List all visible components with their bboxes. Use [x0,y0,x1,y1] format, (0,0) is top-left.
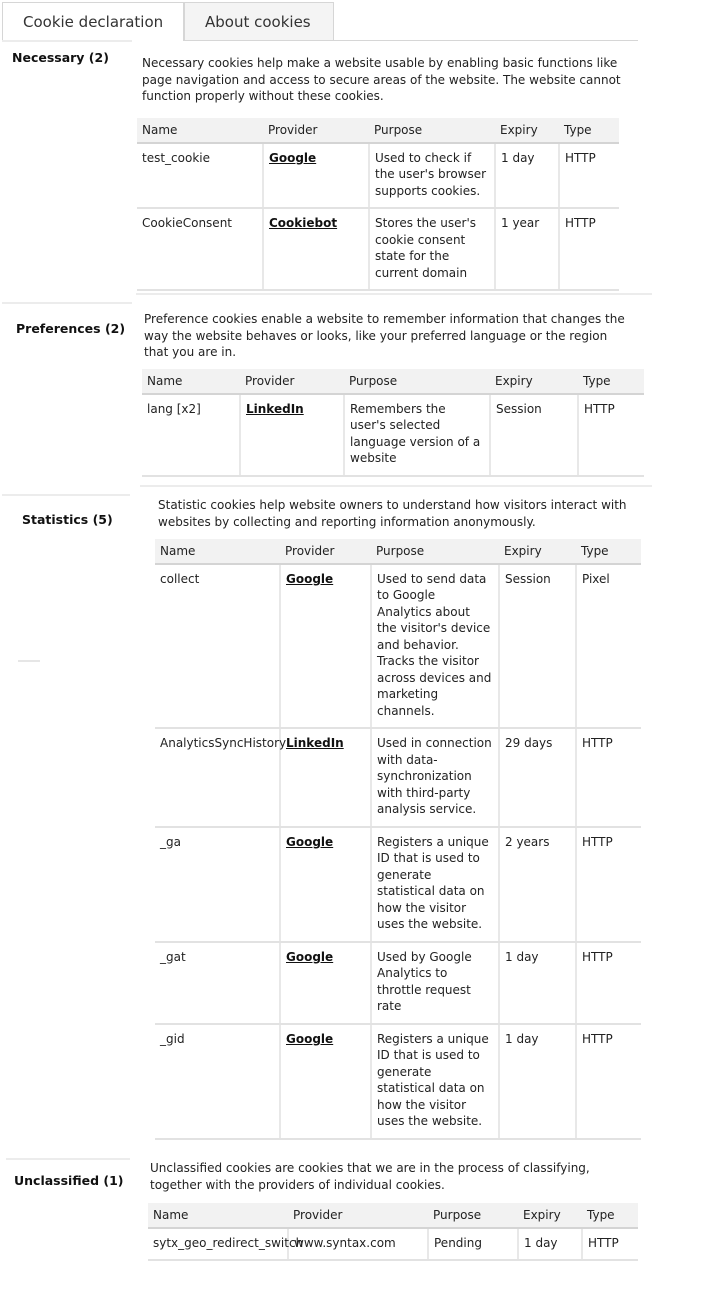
cookie-name-cell: CookieConsent [137,208,263,290]
column-header-name: Name [148,1203,288,1228]
tab-cookie-declaration[interactable]: Cookie declaration [2,2,184,41]
tab-bar [2,2,638,41]
cookie-provider-cell [280,564,371,729]
cookie-provider-cell [263,208,369,290]
cookie-purpose-cell: Used to check if the user's browser supports cookies. [369,143,495,209]
cookie-provider-cell [280,827,371,942]
cookie-provider-cell [280,942,371,1024]
cookie-expiry-cell: Session [499,564,576,729]
cookie-purpose-cell: Registers a unique ID that is used to generate statistical data on how the visitor uses the website. [371,827,499,942]
column-header-name: Name [155,539,280,564]
cookie-provider-cell: www.syntax.com [288,1228,428,1261]
cookie-purpose-cell: Used by Google Analytics to throttle request rate [371,942,499,1024]
statistics-cookie-table [155,539,641,1140]
provider-link[interactable]: Google [286,571,334,586]
provider-link[interactable]: Google [286,949,334,964]
cookie-expiry-cell: 1 day [518,1228,582,1261]
column-header-purpose: Purpose [371,539,499,564]
cookie-type-cell: HTTP [582,1228,638,1261]
cookie-expiry-cell: 1 day [499,942,576,1024]
category-statistics-title: Statistics (5) [22,512,113,527]
cookie-type-cell: HTTP [576,827,641,942]
provider-link[interactable]: Cookiebot [269,216,338,230]
category-preferences-description: Preference cookies enable a website to remember information that changes the way the website behaves or looks, like your preferred language or the region that you are in. [144,312,625,359]
cookie-provider-cell [240,394,344,476]
table-row [148,1228,638,1261]
column-header-type: Type [578,369,644,394]
cookie-type-cell: HTTP [576,1024,641,1139]
cookie-name-cell: sytx_geo_redirect_switch [148,1228,288,1261]
column-header-provider: Provider [280,539,371,564]
cookie-name-cell: _gid [155,1024,280,1139]
cookie-purpose-cell: Registers a unique ID that is used to generate statistical data on how the visitor uses the website. [371,1024,499,1139]
column-header-expiry: Expiry [518,1203,582,1228]
preferences-cookie-table [142,369,644,477]
category-statistics-description: Statistic cookies help website owners to understand how visitors interact with websites by collecting and reporting information anonymously. [158,498,627,529]
column-header-type: Type [559,118,619,143]
table-row [155,564,641,729]
cookie-expiry-cell: 2 years [499,827,576,942]
cookie-name-cell: test_cookie [137,143,263,209]
stray-line [18,660,40,662]
cookie-expiry-cell: 1 day [499,1024,576,1139]
section-separator [136,293,652,295]
table-row [155,1024,641,1139]
column-header-expiry: Expiry [499,539,576,564]
category-necessary-title: Necessary (2) [12,50,109,65]
category-unclassified-title: Unclassified (1) [14,1173,124,1188]
section-separator [6,1158,130,1160]
necessary-cookie-table [137,118,619,291]
cookie-provider-cell [280,1024,371,1139]
category-necessary-description: Necessary cookies help make a website usable by enabling basic functions like page navigation and access to secure areas of the website. The website cannot function properly without these cookies. [142,56,621,103]
cookie-name-cell: AnalyticsSyncHistory [155,728,280,827]
cookie-name-cell: collect [155,564,280,729]
column-header-expiry: Expiry [490,369,578,394]
cookie-purpose-cell: Pending [428,1228,518,1261]
cookie-type-cell: Pixel [576,564,641,729]
column-header-type: Type [582,1203,638,1228]
cookie-purpose-cell: Used to send data to Google Analytics about the visitor's device and behavior. Tracks the visitor across devices and marketing channels. [371,564,499,729]
column-header-type: Type [576,539,641,564]
unclassified-cookie-table [148,1203,638,1261]
column-header-provider: Provider [240,369,344,394]
table-row [137,143,619,209]
cookie-type-cell: HTTP [559,208,619,290]
column-header-provider: Provider [288,1203,428,1228]
cookie-type-cell: HTTP [576,942,641,1024]
section-separator [140,485,652,487]
provider-link[interactable]: LinkedIn [286,736,344,750]
column-header-name: Name [137,118,263,143]
cookie-expiry-cell: 1 year [495,208,559,290]
provider-link[interactable]: Google [286,834,334,849]
provider-link[interactable]: Google [269,150,317,165]
cookie-name-cell: _ga [155,827,280,942]
cookie-provider-cell [263,143,369,209]
cookie-type-cell: HTTP [578,394,644,476]
column-header-expiry: Expiry [495,118,559,143]
section-separator [2,494,130,496]
column-header-name: Name [142,369,240,394]
section-separator [2,302,132,304]
cookie-type-cell: HTTP [576,728,641,827]
section-separator [2,40,132,42]
cookie-expiry-cell: Session [490,394,578,476]
table-row [155,827,641,942]
cookie-expiry-cell: 1 day [495,143,559,209]
provider-link[interactable]: LinkedIn [246,401,304,416]
table-row [155,942,641,1024]
column-header-purpose: Purpose [428,1203,518,1228]
column-header-provider: Provider [263,118,369,143]
table-row [137,208,619,290]
column-header-purpose: Purpose [344,369,490,394]
cookie-purpose-cell: Stores the user's cookie consent state for the current domain [369,208,495,290]
table-row [142,394,644,476]
cookie-purpose-cell: Used in connection with data-synchronization with third-party analysis service. [371,728,499,827]
cookie-purpose-cell: Remembers the user's selected language version of a website [344,394,490,476]
provider-link[interactable]: Google [286,1031,334,1046]
cookie-expiry-cell: 29 days [499,728,576,827]
category-unclassified-description: Unclassified cookies are cookies that we are in the process of classifying, together with the providers of individual cookies. [150,1161,590,1192]
cookie-provider-cell [280,728,371,827]
table-row [155,728,641,827]
cookie-type-cell: HTTP [559,143,619,209]
tab-about-cookies[interactable]: About cookies [184,2,334,40]
category-preferences-title: Preferences (2) [16,321,126,336]
cookie-name-cell: lang [x2] [142,394,240,476]
column-header-purpose: Purpose [369,118,495,143]
cookie-name-cell: _gat [155,942,280,1024]
